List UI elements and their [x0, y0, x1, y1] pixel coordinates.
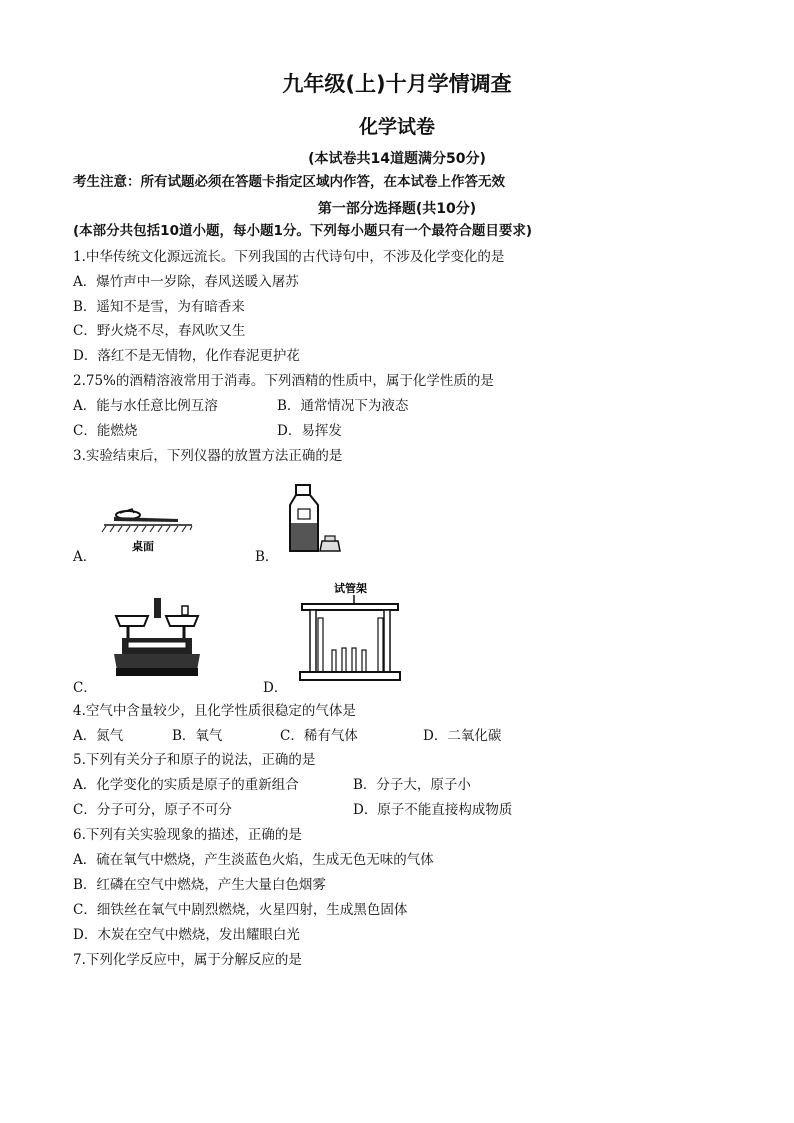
q3-stem: 3.实验结束后，下列仪器的放置方法正确的是	[73, 448, 343, 464]
q5-option-b: B．分子大，原子小	[353, 777, 471, 793]
q3-option-b: B．	[255, 549, 279, 565]
q2-stem: 2.75%的酒精溶液常用于消毒。下列酒精的性质中，属于化学性质的是	[73, 373, 494, 389]
q1-option-d: D．落红不是无情物，化作春泥更护花	[73, 348, 300, 364]
section-heading: 第一部分选择题(共10分)	[317, 201, 477, 217]
balance-figure	[108, 594, 206, 682]
q5-option-c: C．分子可分，原子不可分	[73, 802, 232, 818]
balance-icon	[114, 598, 200, 676]
bottle-stopper-icon	[320, 536, 340, 551]
q7-stem: 7.下列化学反应中，属于分解反应的是	[73, 952, 302, 968]
table-label: 桌面	[132, 540, 154, 553]
test-tube-rack-figure	[296, 580, 408, 682]
q2-option-b: B．通常情况下为液态	[277, 398, 409, 414]
q3-option-d: D．	[263, 680, 288, 696]
q2-option-c: C．能燃烧	[73, 423, 138, 439]
q6-option-c: C．细铁丝在氧气中剧烈燃烧，火星四射，生成黑色固体	[73, 902, 408, 918]
exam-note: (本试卷共14道题满分50分)	[308, 151, 486, 167]
q6-option-b: B．红磷在空气中燃烧，产生大量白色烟雾	[73, 877, 326, 893]
exam-title: 九年级(上)十月学情调查	[282, 72, 512, 96]
q5-option-a: A．化学变化的实质是原子的重新组合	[73, 777, 299, 793]
q5-stem: 5.下列有关分子和原子的说法，正确的是	[73, 752, 316, 768]
q1-option-a: A．爆竹声中一岁除，春风送暖入屠苏	[73, 274, 299, 290]
q3-option-c: C．	[73, 680, 97, 696]
exam-subtitle: 化学试卷	[358, 116, 435, 138]
q1-option-c: C．野火烧不尽，春风吹又生	[73, 323, 246, 339]
q5-option-d: D．原子不能直接构成物质	[353, 802, 513, 818]
test-tube-holder-figure	[100, 505, 195, 555]
rack-label: 试管架	[334, 582, 367, 595]
q4-option-d: D．二氧化碳	[423, 728, 502, 744]
test-tube-rack-icon	[300, 604, 400, 680]
q2-option-a: A．能与水任意比例互溶	[73, 398, 218, 414]
q6-stem: 6.下列有关实验现象的描述，正确的是	[73, 827, 302, 843]
section-note: (本部分共包括10道小题，每小题1分。下列每小题只有一个最符合题目要求)	[73, 223, 533, 239]
q3-option-a: A．	[73, 549, 97, 565]
q4-stem: 4.空气中含量较少，且化学性质很稳定的气体是	[73, 703, 356, 719]
q4-option-c: C．稀有气体	[280, 728, 358, 744]
q4-option-a: A．氮气	[73, 728, 124, 744]
q4-option-b: B．氧气	[172, 728, 223, 744]
q6-option-a: A．硫在氧气中燃烧，产生淡蓝色火焰，生成无色无味的气体	[73, 852, 434, 868]
q1-option-b: B．遥知不是雪，为有暗香来	[73, 299, 245, 315]
q2-option-d: D．易挥发	[277, 423, 342, 439]
reagent-bottle-figure	[282, 483, 344, 555]
exam-notice: 考生注意：所有试题必须在答题卡指定区域内作答，在本试卷上作答无效	[73, 174, 505, 190]
q6-option-d: D．木炭在空气中燃烧，发出耀眼白光	[73, 927, 300, 943]
reagent-bottle-icon	[290, 485, 318, 551]
test-tube-holder-icon	[114, 509, 178, 522]
q1-stem: 1.中华传统文化源远流长。下列我国的古代诗句中，不涉及化学变化的是	[73, 249, 505, 265]
